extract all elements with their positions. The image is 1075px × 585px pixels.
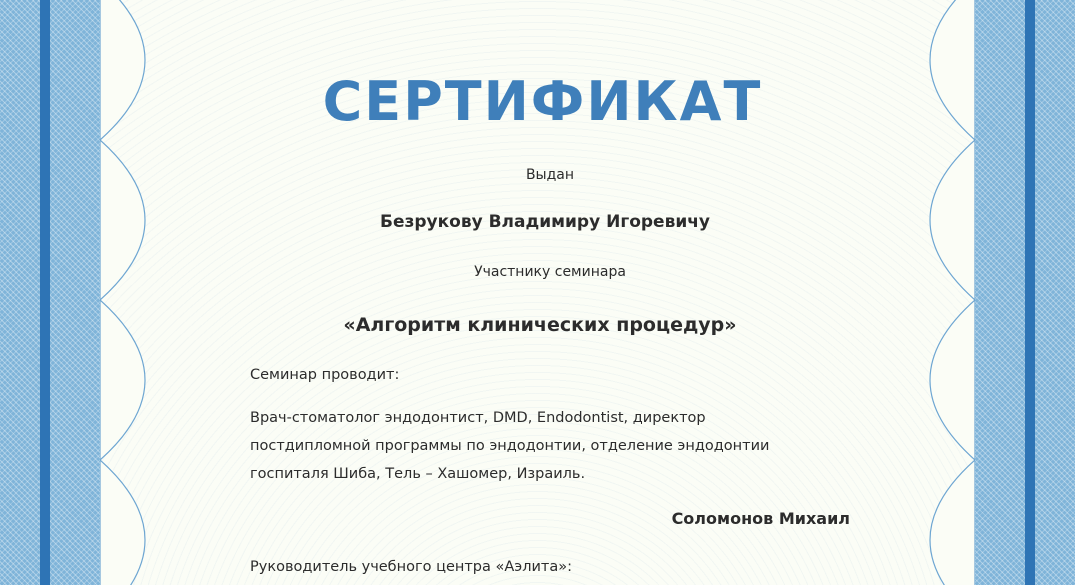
- lecturer-description: [250, 404, 850, 488]
- participant-label: Участнику семинара: [474, 264, 626, 280]
- border-edge-line: [40, 0, 50, 585]
- seminar-title: «Алгоритм клинических процедур»: [343, 314, 737, 336]
- lecturer-description-line: постдипломной программы по эндодонтии, отделение эндодонтии: [250, 438, 770, 454]
- issued-label: Выдан: [525, 167, 575, 183]
- center-head-label: Руководитель учебного центра «Аэлита»:: [250, 559, 573, 575]
- conducted-by-label: Семинар проводит:: [250, 367, 400, 383]
- lecturer-name: Соломонов Михаил: [671, 509, 850, 528]
- border-edge-line: [1025, 0, 1035, 585]
- lecturer-description-line: Врач-стоматолог эндодонтист, DMD, Endodontist, директор: [250, 410, 706, 426]
- lecturer-description-line: госпиталя Шиба, Тель – Хашомер, Израиль.: [250, 466, 586, 482]
- recipient-name: Безрукову Владимиру Игоревичу: [380, 212, 710, 232]
- certificate-title: СЕРТИФИКАТ: [322, 70, 763, 133]
